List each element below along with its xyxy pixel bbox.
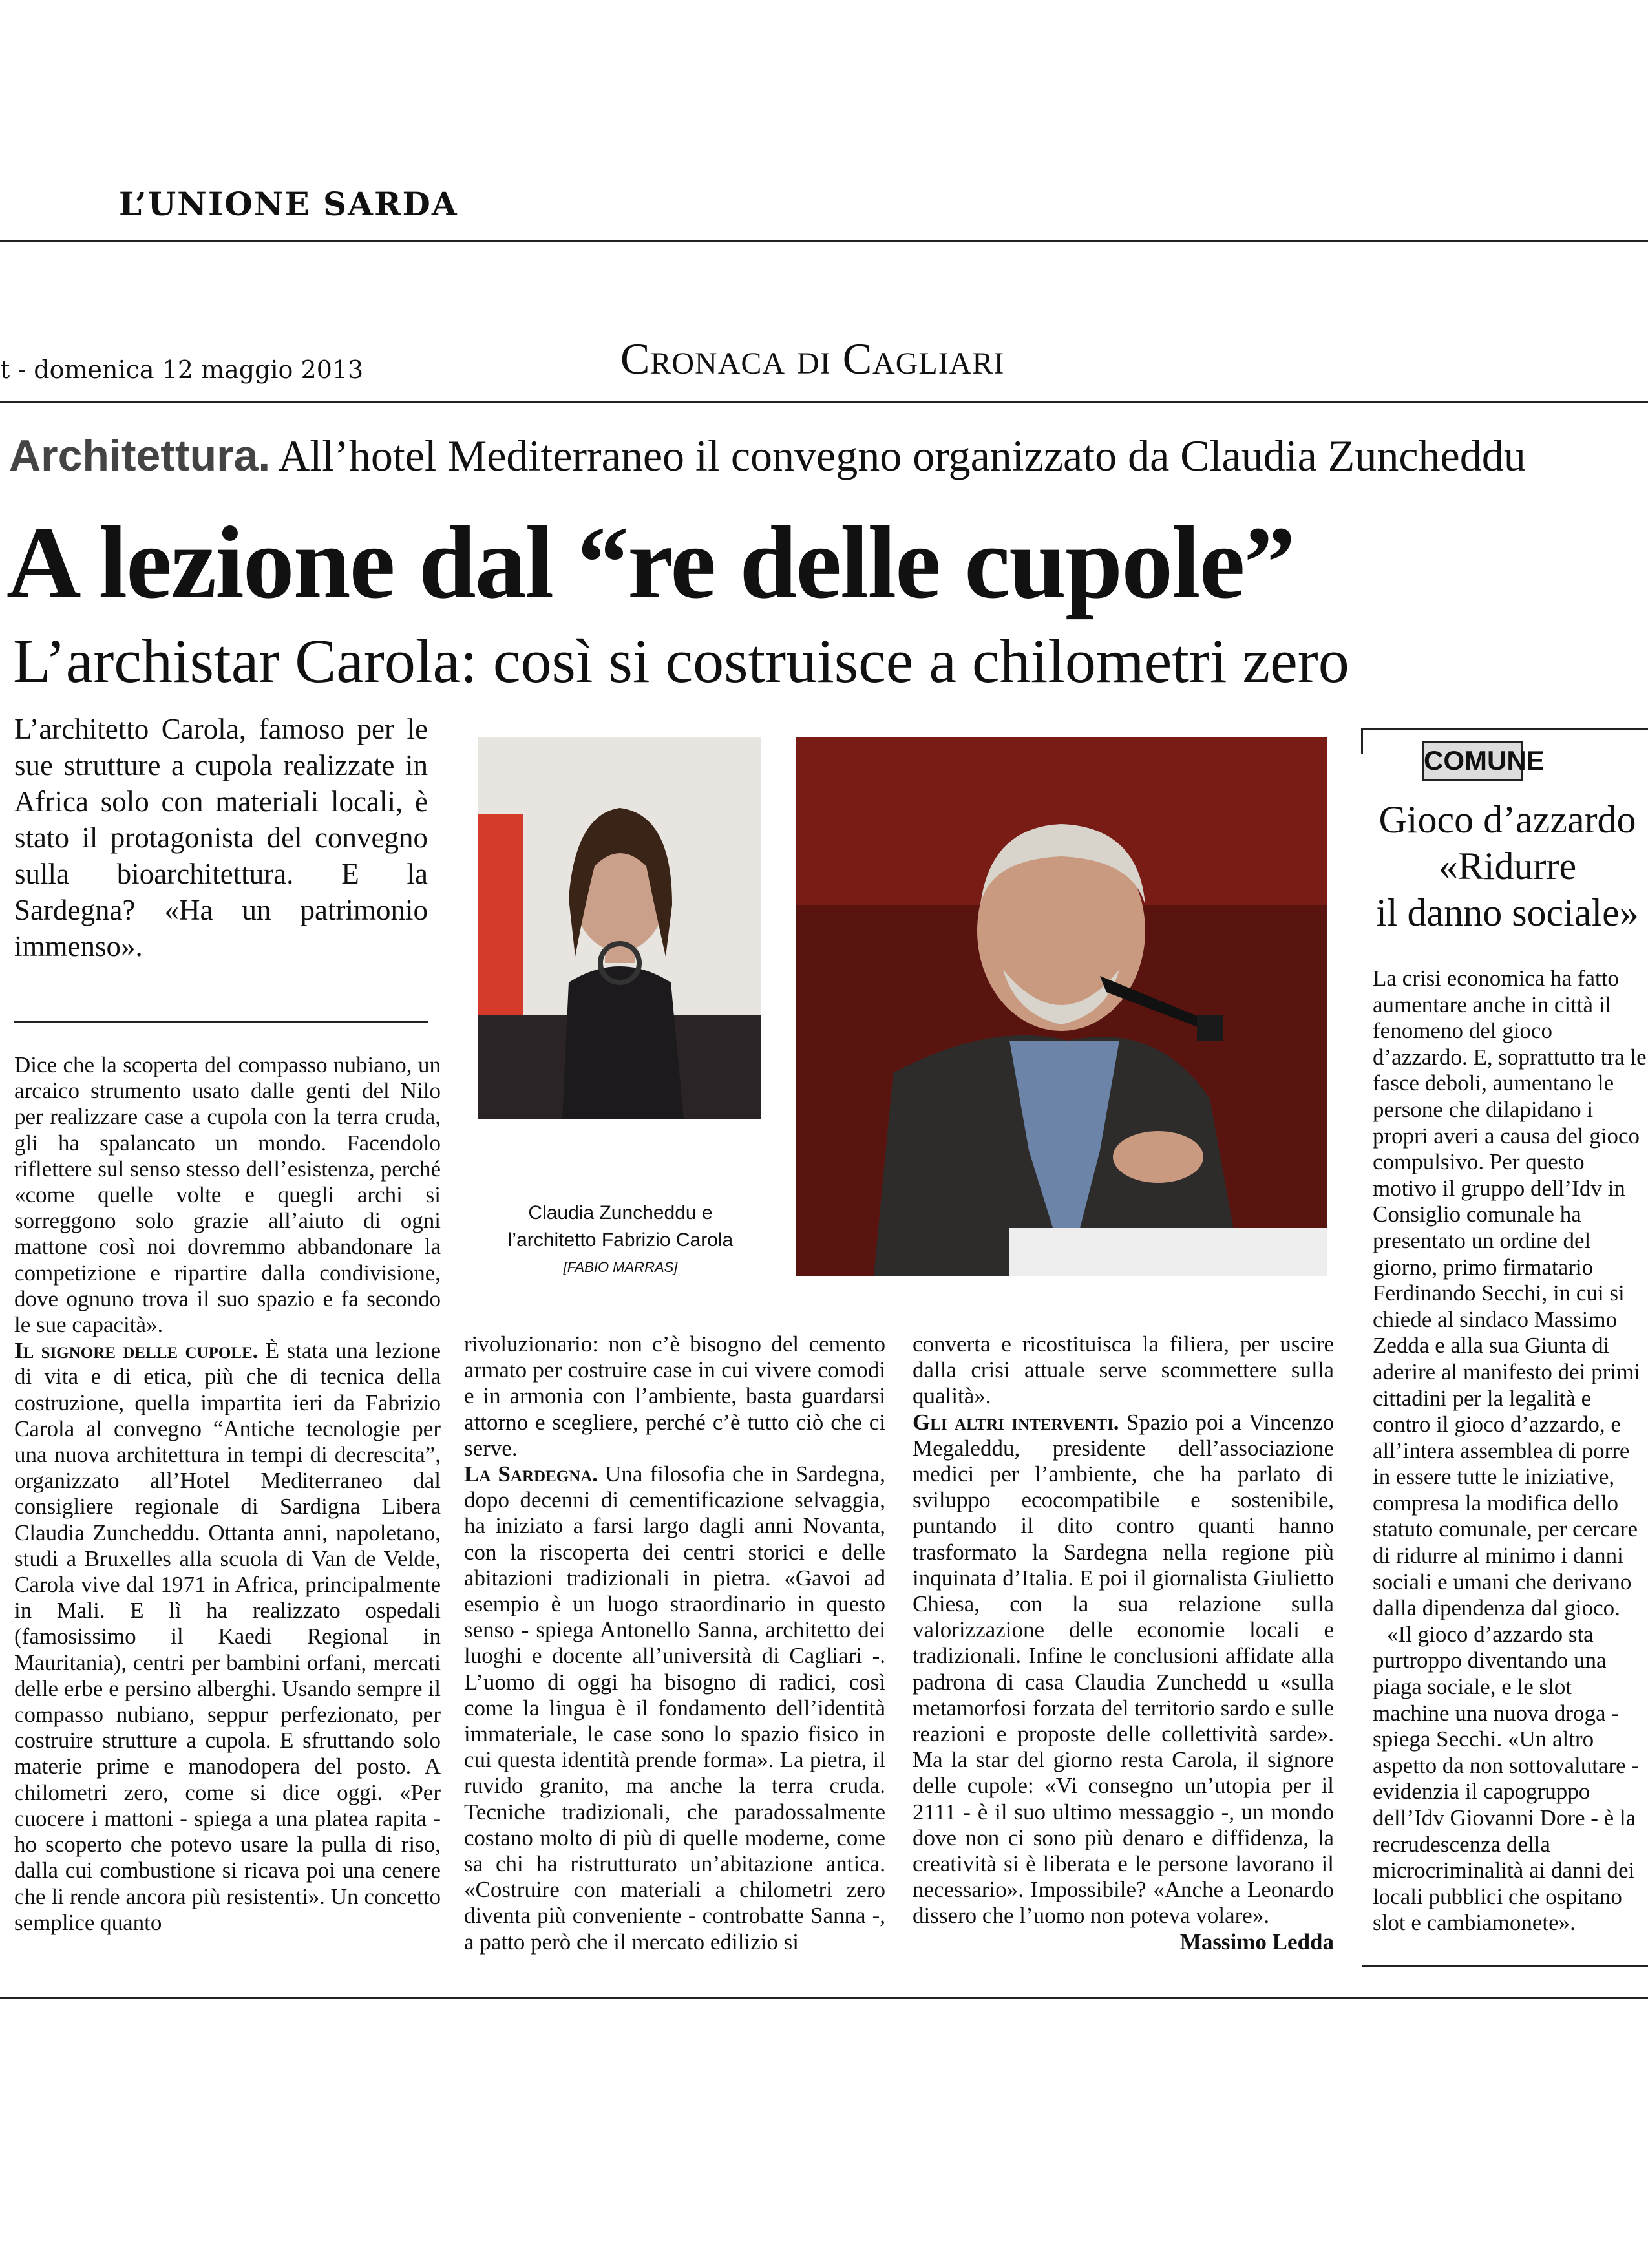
masthead-rule bbox=[0, 240, 1648, 242]
photo-claudia-zuncheddu bbox=[478, 737, 761, 1119]
sidebar-tag: COMUNE bbox=[1422, 741, 1523, 781]
subheading-signore: Il signore delle cupole. bbox=[14, 1338, 259, 1364]
byline: Massimo Ledda bbox=[1179, 1929, 1334, 1955]
subheading-sardegna: La Sardegna. bbox=[464, 1461, 598, 1487]
sidebar-title bbox=[1367, 796, 1648, 936]
sidebar-top-rule bbox=[1362, 728, 1648, 730]
col1-paragraph-2: È stata una lezione di vita e di etica, più che di tecnica della costruzione, quella impartita ieri da Fabrizio Carola al convegno “Antiche tecnologie per una nuova architettura in tempi di decrescita”, organizzato all’Hotel Mediterraneo dal consigliere regionale di Sardigna Libera Claudia Zuncheddu. Ottanta anni, napoletano, studi a Bruxelles alla scuola di Van de Velde, Carola vive dal 1971 in Africa, principalmente in Mali. E lì ha realizzato ospedali (famosissimo il Kaedi Regional in Mauritania), centri per bambini orfani, mercati delle erbe e persino alberghi. Usando sempre il compasso nubiano, seppur perfezionato, per costruire strutture a cupola. E sfruttando solo materie prime e manodopera del posto. A chilometri zero, come si dice oggi. «Per cuocere i mattoni - spiega a una platea rapita - ho scoperto che potevo usare la pulla di riso, dalla cui combustione si ricava poi una cenere che li rende ancora più resistenti». Un concetto semplice quanto bbox=[14, 1338, 441, 1935]
article-column-2 bbox=[464, 1331, 885, 1955]
photo-caption bbox=[478, 1200, 763, 1281]
masthead: L’UNIONE SARDA bbox=[119, 185, 458, 223]
kicker bbox=[9, 430, 1526, 482]
dateline: t - domenica 12 maggio 2013 bbox=[0, 355, 364, 384]
sidebar-paragraph-1: La crisi economica ha fatto aumentare anche in città il fenomeno del gioco d’azzardo. E, soprattutto tra le fasce deboli, aumentano le persone che dilapidano i propri averi a causa del gioco compulsivo. Per questo motivo il gruppo dell’Idv in Consiglio comunale ha presentato un ordine del giorno, primo firmatario Ferdinando Secchi, in cui si chiede al sindaco Massimo Zedda e alla sua Giunta di aderire al manifesto dei primi cittadini per la legalità e contro il gioco d’azzardo, e all’intera assemblea di porre in essere tutte le iniziative, compresa la modifica dello statuto comunale, per cercare di ridurre al minimo i danni sociali e umani che derivano dalla dipendenza dal gioco. bbox=[1373, 966, 1647, 1621]
col1-paragraph: Dice che la scoperta del compasso nubiano, un arcaico strumento usato dalle genti del Nilo per realizzare case a cupola con la terra cruda, gli ha spalancato un mondo. Facendolo riflettere sul senso stesso dell’esistenza, perché «come quelle volte e quegli archi si sorreggono solo grazie all’aiuto di ogni mattone così noi dovremmo abbandonare la competizione e ripartire dalla condivisione, dove ognuno trova il suo spazio e fa secondo le sue capacità». bbox=[14, 1052, 441, 1338]
page-bottom-rule bbox=[0, 1997, 1648, 1999]
kicker-text: All’hotel Mediterraneo il convegno organizzato da Claudia Zuncheddu bbox=[278, 431, 1526, 480]
sidebar-corner bbox=[1361, 728, 1363, 754]
col2-paragraph: rivoluzionario: non c’è bisogno del cemento armato per costruire case in cui vivere comodi e in armonia con l’ambiente, basta guardarsi attorno e scegliere, perché c’è tutto ciò che ci serve. bbox=[464, 1331, 885, 1461]
photo-credit: [FABIO MARRAS] bbox=[563, 1259, 678, 1275]
sidebar-body bbox=[1373, 966, 1648, 1936]
section-title: Cronaca di Cagliari bbox=[620, 334, 1005, 383]
col3-paragraph-2: Spazio poi a Vincenzo Megaleddu, presidente dell’associazione medici per l’ambiente, che ha parlato di sviluppo ecocompatibile e sostenibile, puntando il dito contro quanti hanno trasformato la Sardegna nella regione più inquinata d’Italia. E poi il giornalista Giulietto Chiesa, con la sua relazione sulla valorizzazione delle economie locali e tradizionali. Infine le conclusioni affidate alla padrona di casa Claudia Zunchedd u «sulla metamorfosi forzata del territorio sardo e sulle reazioni e proposte delle collettività sarde». Ma la star del giorno resta Carola, il signore delle cupole: «Vi consegno un’utopia per il 2111 - è il suo ultimo messaggio -, un mondo dove non ci sono più denaro e diffidenza, la creatività si è liberata e le persone lavorano il necessario». Impossibile? «Anche a Leonardo dissero che l’uomo non poteva volare». bbox=[913, 1409, 1334, 1929]
kicker-label: Architettura. bbox=[9, 431, 271, 480]
subhead: L’archistar Carola: così si costruisce a chilometri zero bbox=[13, 626, 1349, 695]
col2-paragraph-2: Una filosofia che in Sardegna, dopo decenni di cementificazione selvaggia, ha iniziato a farsi largo dagli anni Novanta, con la riscoperta dei centri storici e delle abitazioni tradizionali in pietra. «Gavoi ad esempio è un luogo straordinario in questo senso - spiega Antonello Sanna, architetto dei luoghi e docente all’università di Cagliari -. L’uomo di oggi ha bisogno di radici, così come la lingua è il fondamento dell’identità immateriale, le case sono lo spazio fisico in cui questa identità prende forma». La pietra, il ruvido granito, ma anche la terra cruda. Tecniche tradizionali, che paradossalmente costano molto di più di quelle moderne, come sa chi ha ristrutturato un’abitazione antica. «Costruire con materiali a chilometri zero diventa più conveniente - controbatte Sanna -, a patto però che il mercato edilizio si bbox=[464, 1461, 886, 1955]
lede-rule bbox=[14, 1021, 428, 1023]
article-column-3 bbox=[913, 1331, 1334, 1955]
caption-line-1: Claudia Zuncheddu e bbox=[528, 1202, 713, 1224]
sidebar-paragraph-2: «Il gioco d’azzardo sta purtroppo diventando una piaga sociale, e le slot machine una nuova droga - spiega Secchi. «Un altro aspetto da non sottovalutare - evidenzia il capogruppo dell’Idv Giovanni Dore - è la recrudescenza della microcriminalità ai danni dei locali pubblici che ospitano slot e cambiamonete». bbox=[1373, 1621, 1640, 1936]
headline: A lezione dal “re delle cupole” bbox=[6, 505, 1294, 620]
section-rule bbox=[0, 401, 1648, 403]
article-column-1 bbox=[14, 1052, 441, 1936]
sidebar-title-line-2: «Ridurre bbox=[1438, 845, 1577, 887]
caption-line-2: l’architetto Fabrizio Carola bbox=[507, 1229, 734, 1251]
col3-paragraph: converta e ricostituisca la filiera, per uscire dalla crisi attuale serve scommettere sulla qualità». bbox=[913, 1331, 1334, 1409]
lede: L’architetto Carola, famoso per le sue strutture a cupola realizzate in Africa solo con materiali locali, è stato il protagonista del convegno sulla bioarchitettura. E la Sardegna? «Ha un patrimonio immenso». bbox=[14, 713, 428, 962]
subheading-interventi: Gli altri interventi. bbox=[913, 1409, 1119, 1435]
sidebar-title-line-1: Gioco d’azzardo bbox=[1379, 798, 1636, 841]
sidebar-bottom-rule bbox=[1362, 1965, 1648, 1967]
photo-fabrizio-carola bbox=[796, 737, 1327, 1276]
sidebar-title-line-3: il danno sociale» bbox=[1376, 891, 1639, 934]
